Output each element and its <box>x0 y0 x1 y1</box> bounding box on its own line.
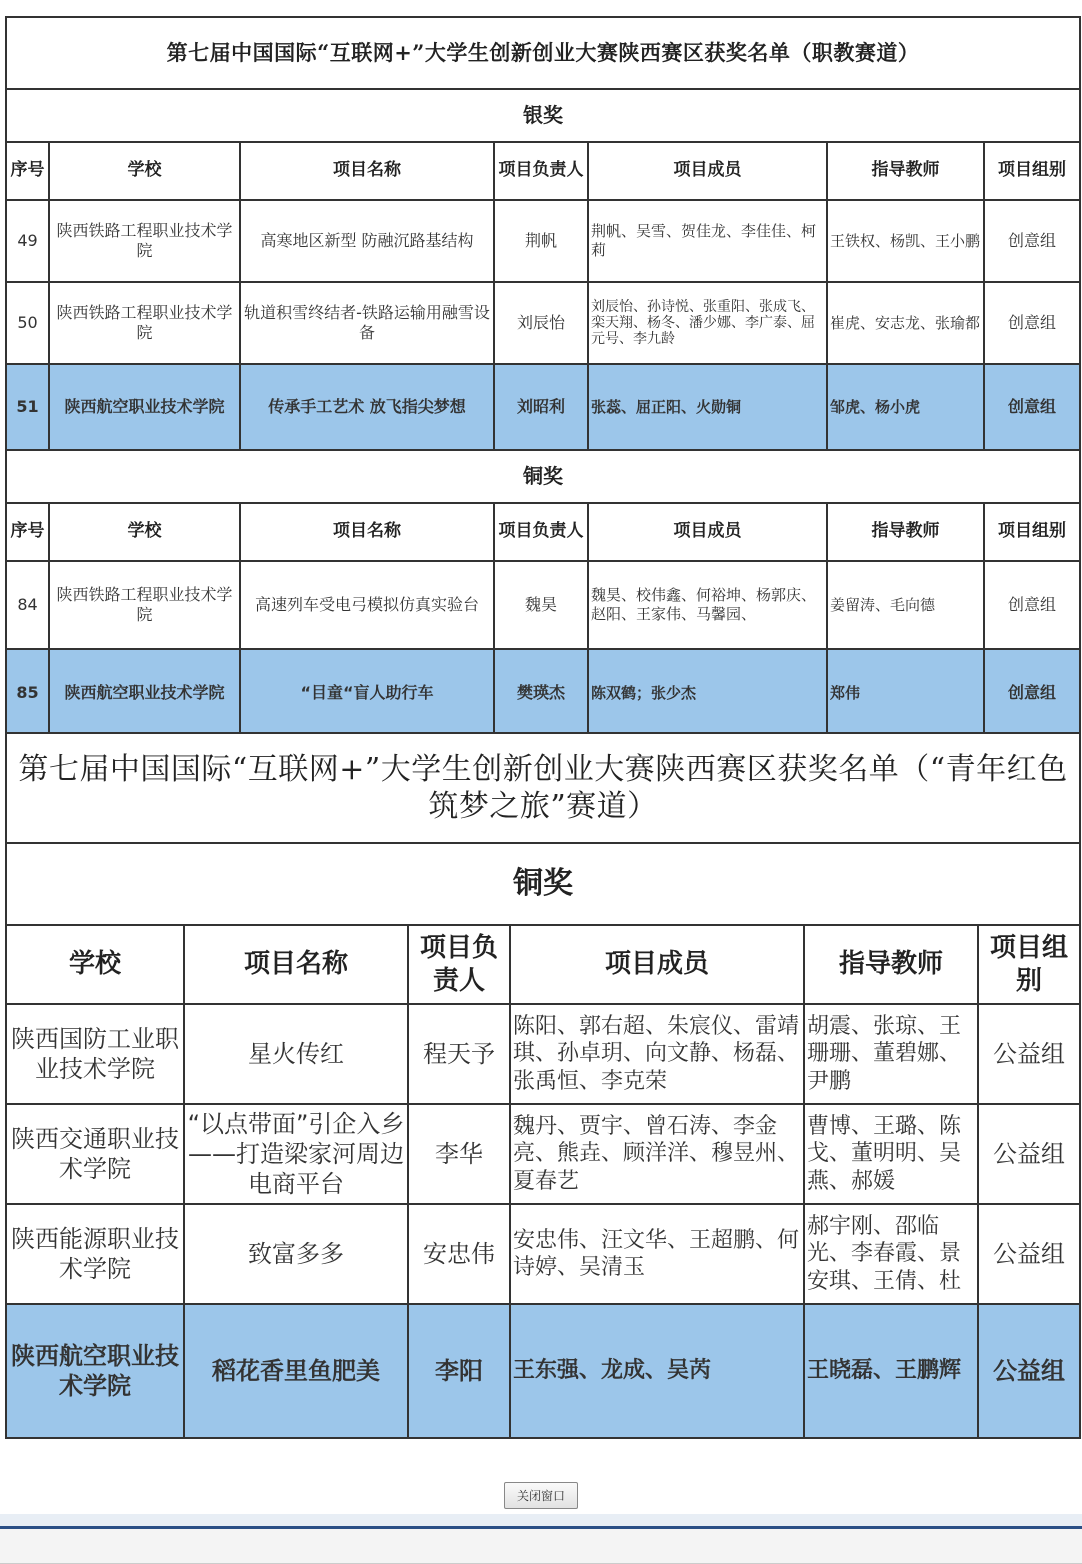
row-project: 传承手工艺术 放飞指尖梦想 <box>240 364 494 450</box>
row-members: 荆帆、吴雪、贺佳龙、李佳佳、柯莉 <box>588 200 827 282</box>
row-teachers: 王铁权、杨凯、王小鹏 <box>827 200 984 282</box>
header-school: 学校 <box>6 925 184 1004</box>
row-school: 陕西航空职业技术学院 <box>6 1304 184 1438</box>
table-row <box>6 1204 1080 1304</box>
footer <box>0 1529 1082 1564</box>
row-project: 高寒地区新型 防融沉路基结构 <box>240 200 494 282</box>
header-leader: 项目负责人 <box>494 142 588 200</box>
row-members: 陈双鹤；张少杰 <box>588 649 827 737</box>
header-teachers: 指导教师 <box>827 503 984 561</box>
row-group: 创意组 <box>984 364 1080 450</box>
row-no: 51 <box>6 364 49 450</box>
row-school: 陕西铁路工程职业技术学院 <box>49 200 240 282</box>
vocational-track-table <box>5 16 1081 738</box>
row-leader: 李阳 <box>408 1304 510 1438</box>
row-teachers: 郝宇刚、邵临光、李春霞、景安琪、王倩、杜 <box>804 1204 978 1304</box>
row-members: 魏昊、校伟鑫、何裕坤、杨郭庆、赵阳、王家伟、马馨园、 <box>588 561 827 649</box>
header-no: 序号 <box>6 142 49 200</box>
table-row-highlighted <box>6 649 1080 737</box>
row-leader: 程天予 <box>408 1004 510 1104</box>
header-members: 项目成员 <box>588 142 827 200</box>
bronze-award-label: 铜奖 <box>6 450 1080 503</box>
table2-header-row <box>6 925 1080 1004</box>
row-members: 刘辰怡、孙诗悦、张重阳、张成飞、栾天翔、杨冬、潘少娜、李广泰、屈元号、李九龄 <box>588 282 827 364</box>
header-school: 学校 <box>49 142 240 200</box>
bronze-award-label: 铜奖 <box>6 843 1080 925</box>
row-teachers: 曹博、王璐、陈戈、董明明、吴燕、郝媛 <box>804 1104 978 1204</box>
row-school: 陕西国防工业职业技术学院 <box>6 1004 184 1104</box>
row-group: 创意组 <box>984 200 1080 282</box>
header-members: 项目成员 <box>510 925 804 1004</box>
row-group: 公益组 <box>978 1004 1080 1104</box>
header-group: 项目组别 <box>978 925 1080 1004</box>
row-project: 轨道积雪终结者-铁路运输用融雪设备 <box>240 282 494 364</box>
row-leader: 李华 <box>408 1104 510 1204</box>
table-row <box>6 1104 1080 1204</box>
row-school: 陕西航空职业技术学院 <box>49 364 240 450</box>
row-members: 魏丹、贾宇、曾石涛、李金亮、熊垚、顾洋洋、穆昱州、夏春艺 <box>510 1104 804 1204</box>
row-project: 星火传红 <box>184 1004 408 1104</box>
row-project: 高速列车受电弓模拟仿真实验台 <box>240 561 494 649</box>
table-row <box>6 1004 1080 1104</box>
header-teachers: 指导教师 <box>827 142 984 200</box>
row-school: 陕西航空职业技术学院 <box>49 649 240 737</box>
row-group: 创意组 <box>984 561 1080 649</box>
row-teachers: 郑伟 <box>827 649 984 737</box>
row-members: 陈阳、郭右超、朱宸仪、雷靖琪、孙卓玥、向文静、杨磊、张禹恒、李克荣 <box>510 1004 804 1104</box>
row-school: 陕西铁路工程职业技术学院 <box>49 561 240 649</box>
header-school: 学校 <box>49 503 240 561</box>
table1-header-row <box>6 142 1080 200</box>
row-school: 陕西交通职业技术学院 <box>6 1104 184 1204</box>
row-school: 陕西铁路工程职业技术学院 <box>49 282 240 364</box>
header-project: 项目名称 <box>240 503 494 561</box>
row-project: 稻花香里鱼肥美 <box>184 1304 408 1438</box>
row-no: 49 <box>6 200 49 282</box>
table-row <box>6 561 1080 649</box>
red-journey-track-table <box>5 732 1081 1439</box>
row-leader: 荆帆 <box>494 200 588 282</box>
row-group: 创意组 <box>984 649 1080 737</box>
header-leader: 项目负责人 <box>494 503 588 561</box>
table-row-highlighted <box>6 1304 1080 1438</box>
row-members: 张蕊、屈正阳、火勋铜 <box>588 364 827 450</box>
silver-award-label: 银奖 <box>6 89 1080 142</box>
close-window-button[interactable]: 关闭窗口 <box>504 1482 578 1509</box>
row-no: 84 <box>6 561 49 649</box>
row-leader: 魏昊 <box>494 561 588 649</box>
header-members: 项目成员 <box>588 503 827 561</box>
row-members: 王东强、龙成、吴芮 <box>510 1304 804 1438</box>
row-group: 创意组 <box>984 282 1080 364</box>
header-group: 项目组别 <box>984 142 1080 200</box>
header-group: 项目组别 <box>984 503 1080 561</box>
row-leader: 樊瑛杰 <box>494 649 588 737</box>
row-leader: 刘辰怡 <box>494 282 588 364</box>
header-project: 项目名称 <box>240 142 494 200</box>
row-members: 安忠伟、汪文华、王超鹏、何诗婷、吴清玉 <box>510 1204 804 1304</box>
header-leader: 项目负责人 <box>408 925 510 1004</box>
row-no: 50 <box>6 282 49 364</box>
row-teachers: 胡震、张琼、王珊珊、董碧娜、尹鹏 <box>804 1004 978 1104</box>
row-project: 致富多多 <box>184 1204 408 1304</box>
row-teachers: 崔虎、安志龙、张瑜都 <box>827 282 984 364</box>
row-group: 公益组 <box>978 1204 1080 1304</box>
row-school: 陕西能源职业技术学院 <box>6 1204 184 1304</box>
header-project: 项目名称 <box>184 925 408 1004</box>
header-no: 序号 <box>6 503 49 561</box>
table1-header-row <box>6 503 1080 561</box>
row-project: “目童“盲人助行车 <box>240 649 494 737</box>
table-row-highlighted <box>6 364 1080 450</box>
table1-title: 第七届中国国际“互联网+”大学生创新创业大赛陕西赛区获奖名单（职教赛道） <box>6 17 1080 89</box>
row-leader: 安忠伟 <box>408 1204 510 1304</box>
close-bar <box>0 1482 1082 1509</box>
row-teachers: 姜留涛、毛向德 <box>827 561 984 649</box>
table-row <box>6 200 1080 282</box>
table-row <box>6 282 1080 364</box>
table2-title: 第七届中国国际“互联网+”大学生创新创业大赛陕西赛区获奖名单（“青年红色筑梦之旅”赛道） <box>6 733 1080 843</box>
row-leader: 刘昭利 <box>494 364 588 450</box>
row-group: 公益组 <box>978 1304 1080 1438</box>
header-teachers: 指导教师 <box>804 925 978 1004</box>
row-group: 公益组 <box>978 1104 1080 1204</box>
row-project: “以点带面”引企入乡——打造梁家河周边电商平台 <box>184 1104 408 1204</box>
row-teachers: 王晓磊、王鹏辉 <box>804 1304 978 1438</box>
row-no: 85 <box>6 649 49 737</box>
row-teachers: 邹虎、杨小虎 <box>827 364 984 450</box>
footer-band <box>0 1514 1082 1526</box>
